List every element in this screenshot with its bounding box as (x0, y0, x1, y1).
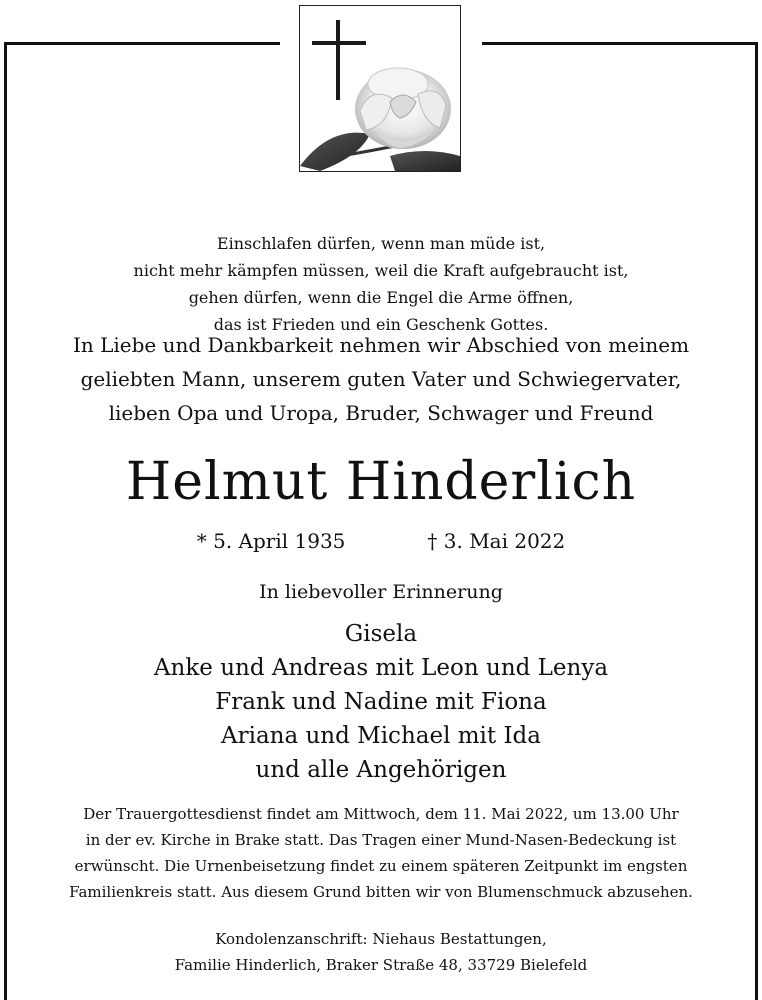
mourner-line: und alle Angehörigen (255, 757, 507, 783)
notice-line: erwünscht. Die Urnenbeisetzung findet zu einem späteren Zeitpunkt im engsten (74, 857, 688, 875)
notice-line: in der ev. Kirche in Brake statt. Das Tragen einer Mund-Nasen-Bedeckung ist (85, 831, 677, 849)
intro-line: lieben Opa und Uropa, Bruder, Schwager und Freund (108, 401, 654, 425)
birth-date: * 5. April 1935 (196, 529, 346, 553)
condolence-line: Kondolenzanschrift: Niehaus Bestattungen, (215, 930, 547, 948)
notice-line: Der Trauergottesdienst findet am Mittwoch, dem 11. Mai 2022, um 13.00 Uhr (83, 805, 679, 823)
mourner-line: Frank und Nadine mit Fiona (215, 689, 547, 715)
service-notice (14, 801, 748, 905)
frame-top-left-rule (4, 42, 280, 45)
mourner-line: Ariana und Michael mit Ida (220, 723, 541, 749)
condolence-address (14, 926, 748, 978)
mourners-list (14, 617, 748, 787)
notice-line: Familienkreis statt. Aus diesem Grund bitten wir von Blumenschmuck abzusehen. (69, 883, 693, 901)
poem-block (14, 230, 748, 338)
cross-vertical-bar (336, 20, 340, 100)
poem-line: das ist Frieden und ein Geschenk Gottes. (213, 315, 549, 334)
mourner-line: Anke und Andreas mit Leon und Lenya (153, 655, 609, 681)
poem-line: Einschlafen dürfen, wenn man müde ist, (216, 234, 546, 253)
farewell-intro (14, 328, 748, 430)
cross-horizontal-bar (312, 41, 366, 45)
frame-left-rule (4, 42, 7, 1000)
memory-heading: In liebevoller Erinnerung (259, 581, 503, 603)
frame-top-right-rule (482, 42, 758, 45)
frame-right-rule (755, 42, 758, 1000)
cross-rose-emblem (299, 5, 461, 172)
cross-rose-image (300, 6, 460, 171)
intro-line: In Liebe und Dankbarkeit nehmen wir Abschied von meinem (72, 333, 690, 357)
mourner-line: Gisela (344, 621, 418, 647)
deceased-name: Helmut Hinderlich (125, 452, 637, 512)
intro-line: geliebten Mann, unserem guten Vater und Schwiegervater, (80, 367, 682, 391)
death-date: † 3. Mai 2022 (427, 529, 566, 553)
poem-line: nicht mehr kämpfen müssen, weil die Kraft aufgebraucht ist, (133, 261, 629, 280)
condolence-line: Familie Hinderlich, Braker Straße 48, 33729 Bielefeld (174, 956, 588, 974)
life-dates (14, 526, 748, 556)
rose-leaf-right (390, 151, 460, 171)
poem-line: gehen dürfen, wenn die Engel die Arme öffnen, (188, 288, 574, 307)
